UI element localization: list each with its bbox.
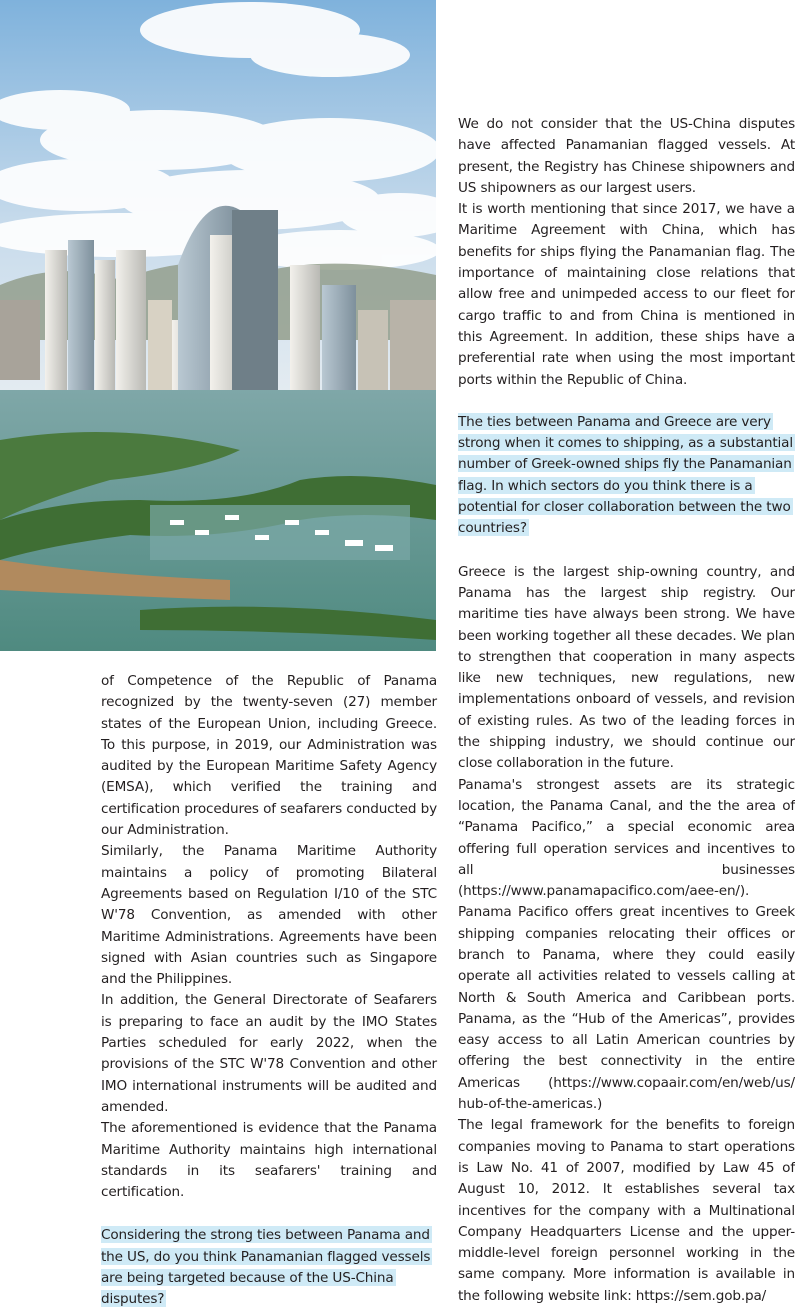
paragraph: It is worth mentioning that since 2017, we have a Maritime Agreement with China, which has benefits for ships flying the Panamanian flag. The importance of maintaining close relations that allow free and unimpeded access to our fleet for cargo traffic to and from China is mentioned in this Agreement. In addition, these ships have a preferential rate when using the most important ports within the Republic of China. bbox=[458, 201, 795, 388]
right-column bbox=[458, 114, 795, 1307]
interview-question bbox=[458, 412, 795, 540]
marina bbox=[150, 505, 410, 560]
interview-question bbox=[101, 1225, 437, 1310]
paragraph: The aforementioned is evidence that the Panama Maritime Authority maintains high international standards in its seafarers' training and certification. bbox=[101, 1120, 437, 1201]
question-text: The ties between Panama and Greece are very strong when it comes to shipping, as a substantial number of Greek-owned ships fly the Panamanian flag. In which sectors do you think there is a potential for closer collaboration between the two countries? bbox=[458, 413, 793, 537]
paragraph: of Competence of the Republic of Panama recognized by the twenty-seven (27) member states of the European Union, including Greece. To this purpose, in 2019, our Administration was audited by the European Maritime Safety Agency (EMSA), which verified the training and certification procedures of seafarers conducted by our Administration. bbox=[101, 673, 437, 839]
question-text: Considering the strong ties between Panama and the US, do you think Panamanian flagged vessels are being targeted because of the US-China disputes? bbox=[101, 1227, 431, 1308]
panama-city-photo bbox=[0, 0, 436, 651]
paragraph: The legal framework for the benefits to foreign companies moving to Panama to start operations is Law No. 41 of 2007, modified by Law 45 of August 10, 2012. It establishes several tax incentives for the company with a Multinational Company Headquarters License and the upper-middle-level foreign personnel working in the same company. More information is available in the following website link: https://sem.gob.pa/ bbox=[458, 1117, 795, 1304]
paragraph: Panama's strongest assets are its strategic location, the Panama Canal, and the the area of “Panama Pacifico,” a special economic area offering full operation services and incentives to all businesses (https://www.panamapacifico.com/aee-en/). Panama Pacifico offers great incentives to Greek shipping companies relocating their offices or branch to Panama, where they could easily operate all activities related to vessels calling at North & South America and Caribbean ports. Panama, as the “Hub of the Americas”, provides easy access to all Latin American countries by offering the best connectivity in the entire Americas (https://www.copaair.com/en/web/us/ hub-of-the-americas.) bbox=[458, 776, 795, 1113]
paragraph: Similarly, the Panama Maritime Authority maintains a policy of promoting Bilateral Agreements based on Regulation I/10 of the STC W'78 Convention, as amended with other Maritime Administrations. Agreements have been signed with Asian countries such as Singapore and the Philippines. bbox=[101, 843, 437, 988]
skyline-illustration bbox=[0, 0, 436, 651]
paragraph: In addition, the General Directorate of Seafarers is preparing to face an audit by the IMO States Parties scheduled for early 2022, when the provisions of the STC W'78 Convention and other IMO international instruments will be audited and amended. bbox=[101, 992, 437, 1115]
paragraph: We do not consider that the US-China disputes have affected Panamanian flagged vessels. At present, the Registry has Chinese shipowners and US shipowners as our largest users. bbox=[458, 116, 795, 196]
paragraph: Greece is the largest ship-owning country, and Panama has the largest ship registry. Our maritime ties have always been strong. We have been working together all these decades. We plan to strengthen that cooperation in many aspects like new techniques, new regulations, new implementations onboard of vessels, and revision of existing rules. As two of the leading forces in the shipping industry, we should continue our close collaboration in the future. bbox=[458, 563, 795, 772]
left-column bbox=[101, 671, 437, 1311]
